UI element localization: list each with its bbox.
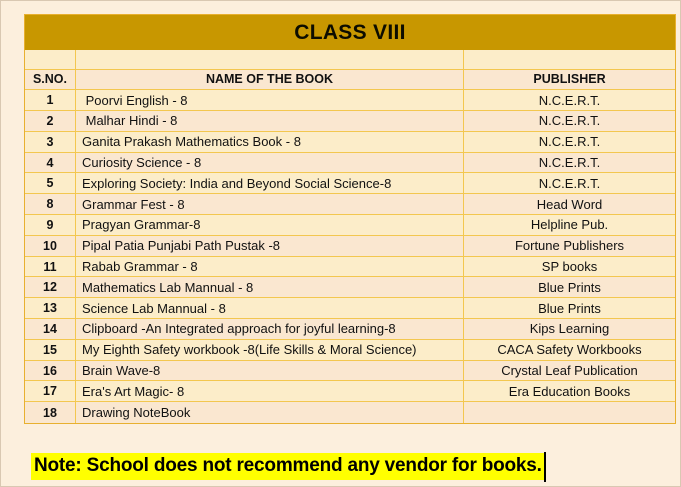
table-cell-publisher: N.C.E.R.T. — [538, 113, 601, 129]
table-header-row — [25, 70, 675, 91]
note — [31, 453, 546, 480]
table-cell-publisher: Kips Learning — [529, 321, 610, 337]
spacer-row — [25, 50, 675, 70]
table-cell-publisher — [464, 402, 675, 423]
table-cell-publisher: Helpline Pub. — [530, 217, 609, 233]
table-cell-publisher: Blue Prints — [538, 279, 601, 295]
table-cell-sno: 11 — [25, 257, 76, 277]
table-cell-name: My Eighth Safety workbook -8(Life Skills & Moral Science) — [76, 340, 464, 360]
table-cell-name: Rabab Grammar - 8 — [76, 257, 464, 277]
table-cell-publisher: N.C.E.R.T. — [538, 92, 601, 108]
table-row — [25, 90, 675, 111]
table-cell-sno: 8 — [25, 194, 76, 214]
table-cell-name: Poorvi English - 8 — [76, 90, 464, 110]
table-row — [25, 381, 675, 402]
table-cell-publisher: N.C.E.R.T. — [538, 175, 601, 191]
table-row — [25, 153, 675, 174]
table-cell-publisher: CACA Safety Workbooks — [497, 342, 642, 358]
table-body — [25, 90, 675, 423]
table-row — [25, 173, 675, 194]
book-list-table — [24, 14, 676, 424]
table-cell-name: Brain Wave-8 — [76, 361, 464, 381]
header-sno: S.NO. — [25, 70, 76, 90]
table-cell-sno: 14 — [25, 319, 76, 339]
table-row — [25, 236, 675, 257]
table-cell-name: Grammar Fest - 8 — [76, 194, 464, 214]
table-row — [25, 361, 675, 382]
table-cell-name: Exploring Society: India and Beyond Social Science-8 — [76, 173, 464, 193]
table-cell-sno: 1 — [25, 90, 76, 110]
table-title-bar — [25, 15, 675, 50]
table-row — [25, 277, 675, 298]
table-cell-name: Mathematics Lab Mannual - 8 — [76, 277, 464, 297]
table-cell-sno: 9 — [25, 215, 76, 235]
table-cell-publisher: SP books — [541, 259, 598, 275]
table-cell-sno: 10 — [25, 236, 76, 256]
table-cell-name: Curiosity Science - 8 — [76, 153, 464, 173]
spacer-cell-publisher — [464, 50, 675, 69]
table-row — [25, 340, 675, 361]
table-cell-publisher: Blue Prints — [538, 300, 601, 316]
table-cell-sno: 12 — [25, 277, 76, 297]
table-cell-publisher: N.C.E.R.T. — [538, 134, 601, 150]
table-row — [25, 319, 675, 340]
table-cell-sno: 3 — [25, 132, 76, 152]
table-cell-publisher: Fortune Publishers — [514, 238, 625, 254]
table-cell-sno: 13 — [25, 298, 76, 318]
page-title: CLASS VIII — [294, 20, 406, 44]
spacer-cell-name — [76, 50, 464, 69]
table-cell-name: Pragyan Grammar-8 — [76, 215, 464, 235]
table-row — [25, 111, 675, 132]
table-cell-sno: 17 — [25, 381, 76, 401]
table-cell-publisher: Era Education Books — [508, 383, 631, 399]
header-name: NAME OF THE BOOK — [76, 70, 464, 90]
table-cell-name: Malhar Hindi - 8 — [76, 111, 464, 131]
table-cell-name: Pipal Patia Punjabi Path Pustak -8 — [76, 236, 464, 256]
table-cell-name: Clipboard -An Integrated approach for joyful learning-8 — [76, 319, 464, 339]
table-cell-sno: 16 — [25, 361, 76, 381]
table-cell-name: Drawing NoteBook — [76, 402, 464, 423]
spacer-cell-sno — [25, 50, 76, 69]
text-cursor-icon — [544, 452, 546, 482]
table-row — [25, 194, 675, 215]
header-publisher: PUBLISHER — [533, 72, 606, 87]
table-cell-publisher: Head Word — [536, 196, 603, 212]
table-cell-name: Era's Art Magic- 8 — [76, 381, 464, 401]
table-cell-publisher: N.C.E.R.T. — [538, 155, 601, 171]
table-row — [25, 257, 675, 278]
table-cell-sno: 4 — [25, 153, 76, 173]
table-cell-publisher: Crystal Leaf Publication — [501, 363, 638, 379]
table-cell-sno: 15 — [25, 340, 76, 360]
table-row — [25, 298, 675, 319]
table-cell-name: Ganita Prakash Mathematics Book - 8 — [76, 132, 464, 152]
table-row — [25, 132, 675, 153]
table-cell-sno: 2 — [25, 111, 76, 131]
table-cell-sno: 5 — [25, 173, 76, 193]
table-cell-sno: 18 — [25, 402, 76, 423]
table-row — [25, 215, 675, 236]
table-row — [25, 402, 675, 423]
table-cell-name: Science Lab Mannual - 8 — [76, 298, 464, 318]
note-text: Note: School does not recommend any vendor for books. — [31, 453, 544, 480]
